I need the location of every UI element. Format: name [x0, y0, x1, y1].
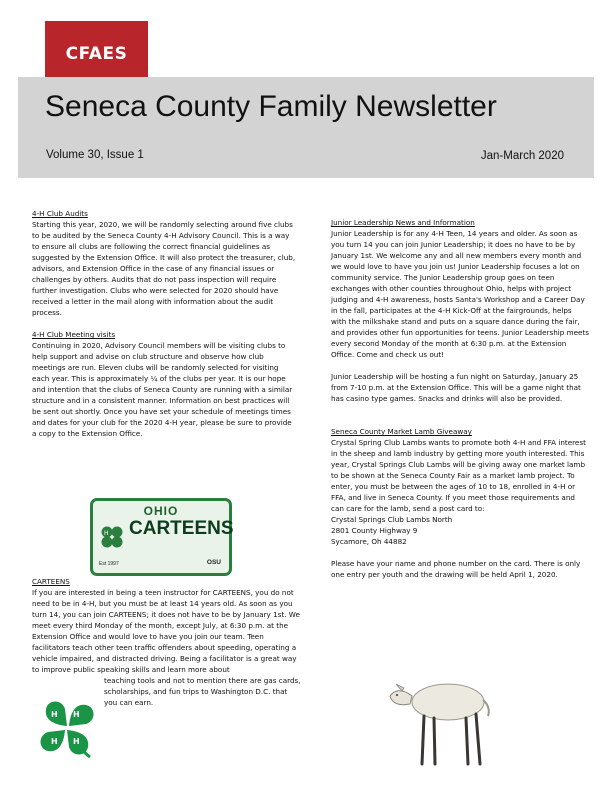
- left-column-top: [32, 208, 298, 439]
- carteens-body: If you are interested in being a teen instructor for CARTEENS, you do not need to be in 4-H, but you must be at least 14 years old. As soon as you turn 14, you can join CARTEENS; it does not have to be by January 1st. We meet every third Monday of the month, except July, at 6:30 p.m. at the Extension Office and would love to have you join our team. Teen facilitators teach other teen traffic offenders about speeding, operating a vehicle impaired, and distracted driving. Being a facilitator is a great way to improve public speaking skills and learn more about: [32, 588, 300, 674]
- volume-issue: Volume 30, Issue 1: [46, 149, 144, 161]
- junior-body: Junior Leadership is for any 4-H Teen, 14 years and older. As soon as you turn 14 you can join Junior Leadership; it does no have to be by January 1st. We welcome any and all new members every month and we would love to have you join us! Junior Leadership focuses a lot on community service. The Junior Leadership group goes on teen exchanges with other counties throughout Ohio, helps with project judging and 4-H awareness, hosts Santa's Workshop and a Career Day in the fall, participates at the 4-H Kick-Off at the fairgrounds, helps with the milkshake stand and puts on a square dance during the fair, and provides other fun opportunities for teens. Junior Leadership meets every second Monday of the month at 6:30 p.m. at the Extension Office. Come and check us out!: [331, 229, 590, 359]
- lamb-heading: Seneca County Market Lamb Giveaway: [331, 427, 472, 436]
- cfaes-logo: [45, 21, 148, 77]
- plate-state: OHIO: [143, 504, 179, 518]
- carteens-license-plate: [90, 498, 232, 576]
- title-banner: [18, 77, 594, 178]
- svg-text:H: H: [73, 710, 80, 719]
- plate-small-left: Est 1997: [99, 561, 119, 567]
- junior-heading: Junior Leadership News and Information: [331, 218, 475, 227]
- lamb-image: [388, 664, 500, 770]
- carteens-body-indented: teaching tools and not to mention there are gas cards, scholarships, and fun trips to Washington D.C. that you can earn.: [104, 676, 301, 707]
- junior-body-2: Junior Leadership will be hosting a fun night on Saturday, January 25 from 7-10 p.m. at the Extension Office. This will be a game night that has casino type games. Snacks and drinks will also be provided.: [331, 372, 581, 403]
- lamb-address-line-2: 2801 County Highway 9: [331, 526, 418, 535]
- lamb-address-line-3: Sycamore, Oh 44882: [331, 537, 407, 546]
- logo-text: CFAES: [65, 44, 128, 64]
- lamb-body: Crystal Spring Club Lambs wants to promote both 4-H and FFA interest in the sheep and lamb industry by getting more youth interested. This year, Crystal Springs Club Lambs will be giving away one market lamb to be shown at the Seneca County Fair as a market lamb project. To enter, you must be between the ages of 10 to 18, enrolled in 4-H or FFA, and live in Seneca County. If you meet those requirements and can care for the lamb, send a post card to:: [331, 438, 586, 513]
- lamb-closing: Please have your name and phone number on the card. There is only one entry per youth and the drawing will be held April 1, 2020.: [331, 559, 581, 579]
- plate-clover-icon: [98, 523, 126, 551]
- left-column-bottom: [32, 576, 302, 708]
- plate-name: CARTEENS: [129, 518, 234, 539]
- right-column: [331, 217, 589, 580]
- issue-date: Jan-March 2020: [480, 150, 564, 162]
- svg-text:H: H: [51, 737, 58, 746]
- audits-heading: 4-H Club Audits: [32, 209, 88, 218]
- carteens-heading: CARTEENS: [32, 577, 70, 586]
- visits-body: Continuing in 2020, Advisory Council members will be visiting clubs to help support and advise on club structure and observe how club meetings are run. Eleven clubs will be randomly selected for visiting each year. This is approximately ¼ of the clubs per year. It is our hope and intention that the clubs of Seneca County are running with a similar structure and in a consistent manner. Information on best practices will be sent out shortly. Once you have set your schedule of meetings times and dates for your club for the 2020 4-H year, please be sure to provide a copy to the Extension Office.: [32, 341, 293, 438]
- audits-body: Starting this year, 2020, we will be randomly selecting around five clubs to be audited by the Seneca County 4-H Advisory Council. This is a way to ensure all clubs are following the correct financial guidelines as suggested by the Extension Office. It will also protect the treasurer, club, advisors, and Extension Office in the case of any financial issues or challenges by others. Audits that do not pass inspection will require further investigation. Clubs who were selected for 2020 should have received a letter in the mail along with information about the audit process.: [32, 220, 296, 317]
- plate-small-right: OSU: [206, 559, 221, 566]
- newsletter-title: Seneca County Family Newsletter: [45, 90, 497, 123]
- svg-text:H: H: [51, 710, 58, 719]
- lamb-address-line-1: Crystal Springs Club Lambs North: [331, 515, 453, 524]
- svg-text:H: H: [104, 530, 109, 537]
- four-h-clover-icon: [34, 695, 100, 761]
- visits-heading: 4-H Club Meeting visits: [32, 330, 116, 339]
- svg-text:H: H: [73, 737, 80, 746]
